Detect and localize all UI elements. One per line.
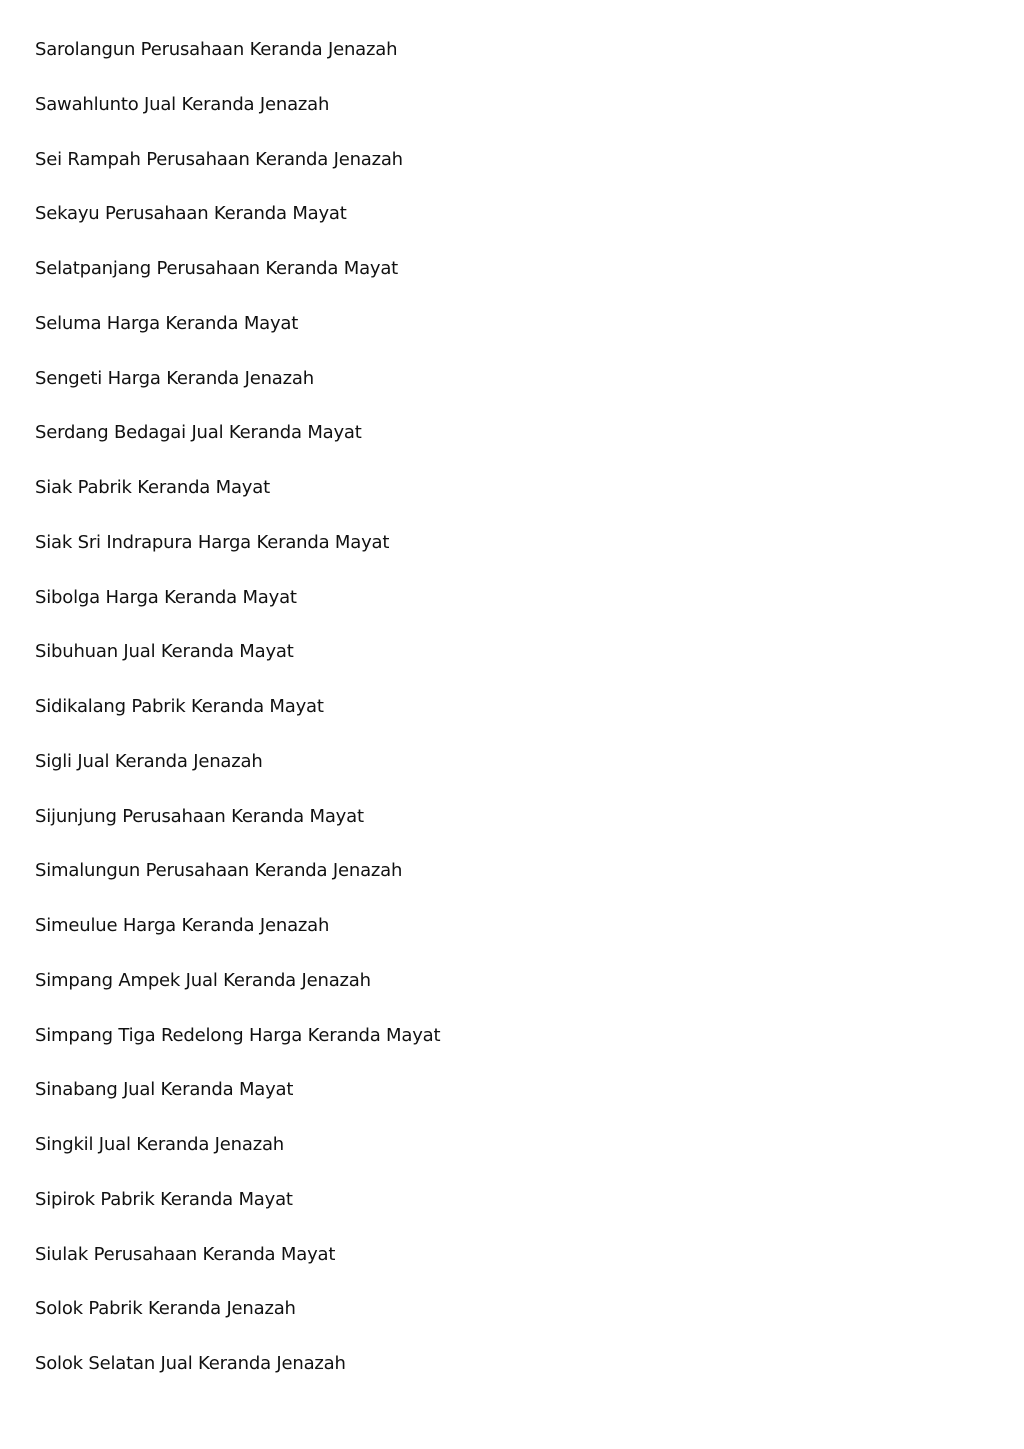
list-item: Singkil Jual Keranda Jenazah <box>35 1134 284 1155</box>
list-item: Sidikalang Pabrik Keranda Mayat <box>35 696 324 717</box>
list-item: Sei Rampah Perusahaan Keranda Jenazah <box>35 148 403 170</box>
list-item: Simpang Tiga Redelong Harga Keranda Mayat <box>35 1024 441 1046</box>
list-item: Simpang Ampek Jual Keranda Jenazah <box>35 969 371 991</box>
list-item: Siak Sri Indrapura Harga Keranda Mayat <box>35 531 390 553</box>
list-item: Sekayu Perusahaan Keranda Mayat <box>35 203 347 225</box>
list-item: Sipirok Pabrik Keranda Mayat <box>35 1188 293 1210</box>
location-list <box>35 35 935 1404</box>
list-item: Siulak Perusahaan Keranda Mayat <box>35 1243 336 1265</box>
list-item: Seluma Harga Keranda Mayat <box>35 312 299 334</box>
list-item: Sibuhuan Jual Keranda Mayat <box>35 641 294 663</box>
list-item: Sawahlunto Jual Keranda Jenazah <box>35 93 330 115</box>
list-item: Solok Selatan Jual Keranda Jenazah <box>35 1353 346 1374</box>
list-item: Sigli Jual Keranda Jenazah <box>35 750 263 772</box>
list-item: Simalungun Perusahaan Keranda Jenazah <box>35 860 403 882</box>
list-item: Serdang Bedagai Jual Keranda Mayat <box>35 422 362 444</box>
list-item: Selatpanjang Perusahaan Keranda Mayat <box>35 258 399 279</box>
list-item: Sijunjung Perusahaan Keranda Mayat <box>35 805 364 827</box>
list-item: Siak Pabrik Keranda Mayat <box>35 477 270 498</box>
list-item: Sengeti Harga Keranda Jenazah <box>35 367 314 389</box>
list-item: Sibolga Harga Keranda Mayat <box>35 586 297 608</box>
list-item: Sarolangun Perusahaan Keranda Jenazah <box>35 39 398 60</box>
list-item: Simeulue Harga Keranda Jenazah <box>35 915 330 936</box>
list-item: Sinabang Jual Keranda Mayat <box>35 1079 294 1101</box>
list-item: Solok Pabrik Keranda Jenazah <box>35 1298 296 1320</box>
